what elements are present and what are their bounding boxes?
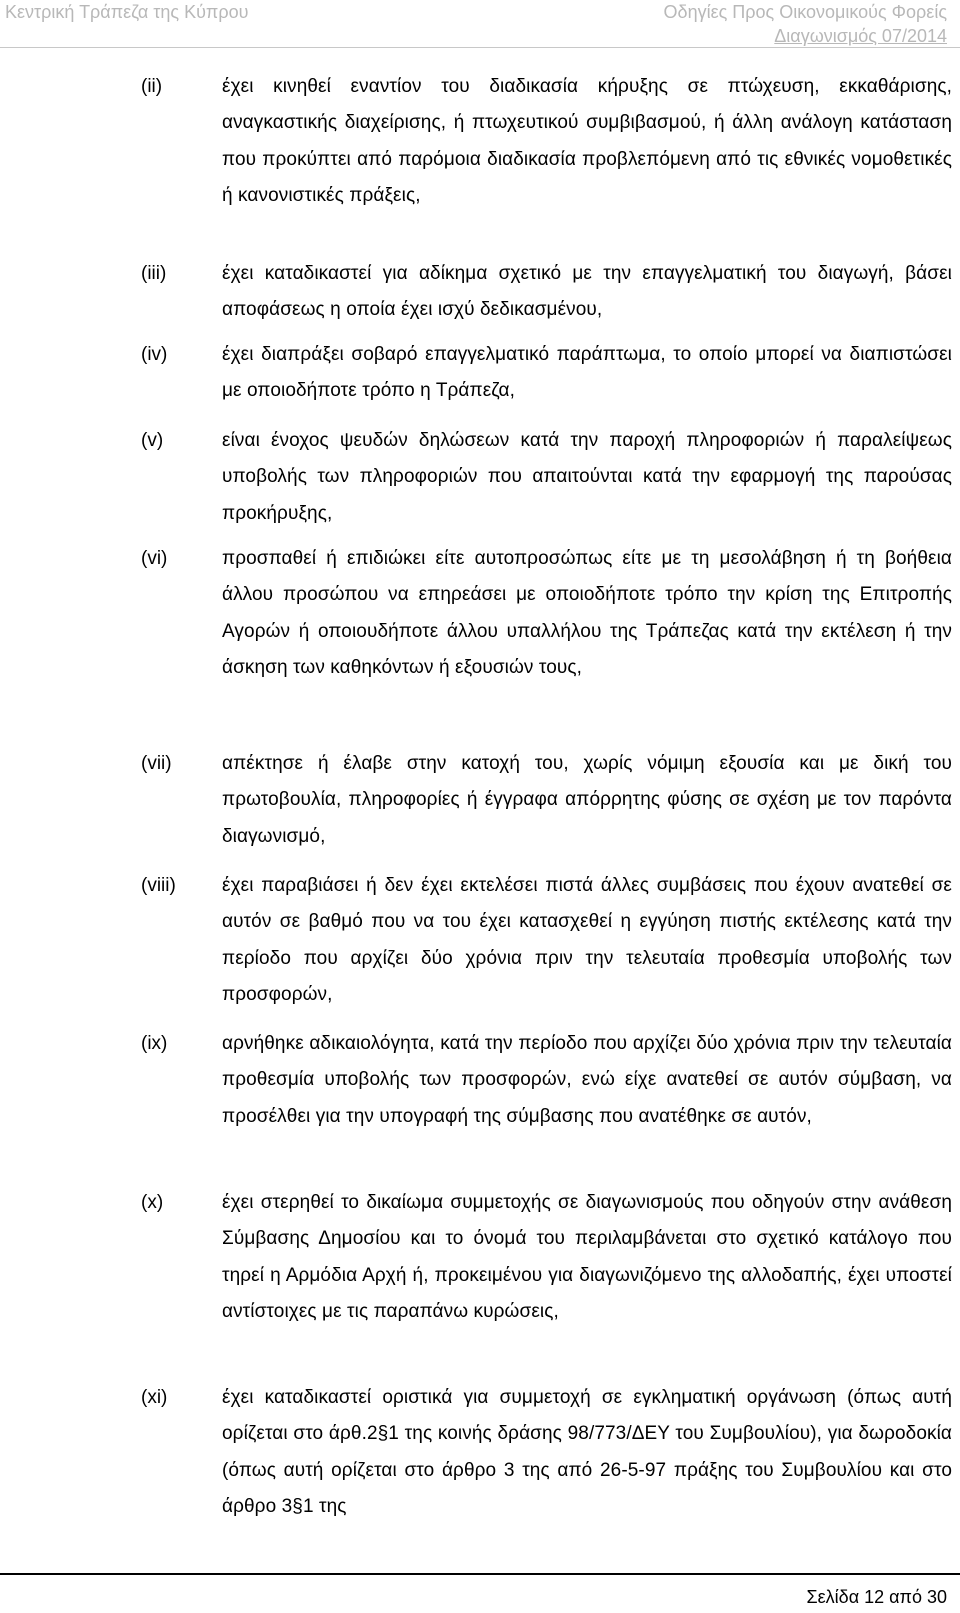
list-item-text: αρνήθηκε αδικαιολόγητα, κατά την περίοδο που αρχίζει δύο χρόνια πριν την τελευταία προθεσμία υποβολής των προσφορών, ενώ είχε ανατεθεί σε αυτόν σύμβαση, να προσέλθει για την υπογραφή της σύμβασης που ανατέθηκε σε αυτόν, <box>222 1033 952 1127</box>
footer-divider <box>0 1573 960 1575</box>
list-item-number: (ix) <box>141 1033 168 1054</box>
list-item-number: (xi) <box>141 1387 168 1408</box>
list-item-number: (viii) <box>141 875 176 896</box>
header-tender-number: Διαγωνισμός 07/2014 <box>774 26 947 46</box>
page-header <box>0 0 960 48</box>
list-item-number: (vii) <box>141 753 172 774</box>
list-item-text: έχει διαπράξει σοβαρό επαγγελματικό παράπτωμα, το οποίο μπορεί να διαπιστώσει με οποιοδήποτε τρόπο η Τράπεζα, <box>222 344 952 402</box>
list-item-text: είναι ένοχος ψευδών δηλώσεων κατά την παροχή πληροφοριών ή παραλείψεως υποβολής των πληροφοριών που απαιτούνται κατά την εφαρμογή της παρούσας προκήρυξης, <box>222 430 952 524</box>
list-item-number: (v) <box>141 430 164 451</box>
list-item-number: (iii) <box>141 263 167 284</box>
list-item-number: (vi) <box>141 548 168 569</box>
list-item-text: απέκτησε ή έλαβε στην κατοχή του, χωρίς νόμιμη εξουσία και με δική του πρωτοβουλία, πληροφορίες ή έγγραφα απόρρητης φύσης σε σχέση με τον παρόντα διαγωνισμό, <box>222 753 952 847</box>
list-item-text: έχει καταδικαστεί οριστικά για συμμετοχή σε εγκληματική οργάνωση (όπως αυτή ορίζεται στο άρθ.2§1 της κοινής δράσης 98/773/ΔΕΥ του Συμβουλίου), για δωροδοκία (όπως αυτή ορίζεται στο άρθρο 3 της από 26-5-97 πράξης του Συμβουλίου και στο άρθρο 3§1 της <box>222 1387 952 1517</box>
header-document-info <box>664 0 947 48</box>
list-item-text: έχει στερηθεί το δικαίωμα συμμετοχής σε διαγωνισμούς που οδηγούν στην ανάθεση Σύμβασης Δημοσίου και το όνομά του περιλαμβάνεται στο σχετικό κατάλογο που τηρεί η Αρμόδια Αρχή ή, προκειμένου για διαγωνιζόμενο της αλλοδαπής, έχει υποστεί αντίστοιχες με τις παραπάνω κυρώσεις, <box>222 1192 952 1322</box>
header-document-title: Οδηγίες Προς Οικονομικούς Φορείς <box>663 2 947 22</box>
page-number: Σελίδα 12 από 30 <box>806 1587 947 1607</box>
header-divider <box>0 47 960 48</box>
list-item-number: (x) <box>141 1192 164 1213</box>
list-item-text: έχει κινηθεί εναντίον του διαδικασία κήρυξης σε πτώχευση, εκκαθάρισης, αναγκαστικής διαχείρισης, ή πτωχευτικού συμβιβασμού, ή άλλη ανάλογη κατάσταση που προκύπτει από παρόμοια διαδικασία προβλεπόμενη από τις εθνικές νομοθετικές ή κανονιστικές πράξεις, <box>222 76 952 206</box>
header-organization: Κεντρική Τράπεζα της Κύπρου <box>5 2 249 22</box>
list-item-text: έχει καταδικαστεί για αδίκημα σχετικό με την επαγγελματική του διαγωγή, βάσει αποφάσεως η οποία έχει ισχύ δεδικασμένου, <box>222 263 952 321</box>
list-item-number: (iv) <box>141 344 168 365</box>
list-item-text: έχει παραβιάσει ή δεν έχει εκτελέσει πιστά άλλες συμβάσεις που έχουν ανατεθεί σε αυτόν σε βαθμό που να του έχει κατασχεθεί η εγγύηση πιστής εκτέλεσης κατά την περίοδο που αρχίζει δύο χρόνια πριν την τελευταία προθεσμία υποβολής των προσφορών, <box>222 875 952 1005</box>
list-item-number: (ii) <box>141 76 163 97</box>
list-item-text: προσπαθεί ή επιδιώκει είτε αυτοπροσώπως είτε με τη μεσολάβηση ή τη βοήθεια άλλου προσώπου να επηρεάσει με οποιοδήποτε τρόπο την κρίση της Επιτροπής Αγορών ή οποιουδήποτε άλλου υπαλλήλου της Τράπεζας κατά την εκτέλεση ή την άσκηση των καθηκόντων ή εξουσιών τους, <box>222 548 952 678</box>
